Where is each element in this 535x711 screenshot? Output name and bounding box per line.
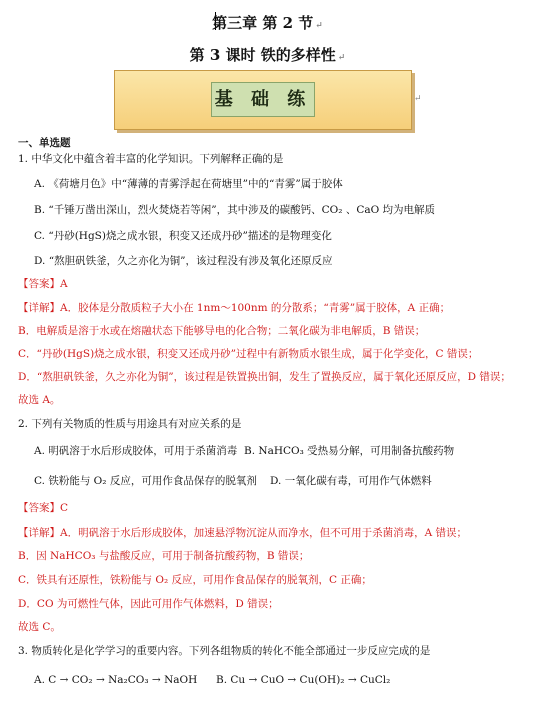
lesson-title: 第 3 课时 铁的多样性 ↵: [189, 46, 346, 64]
q2-option-a: A. 明矾溶于水后形成胶体，可用于杀菌消毒: [34, 445, 238, 457]
banner-label: 基 础 练: [211, 82, 315, 117]
q2-option-b: B. NaHCO₃ 受热易分解，可用制备抗酸药物: [244, 445, 455, 457]
q2-stem: 2. 下列有关物质的性质与用途具有对应关系的是: [18, 418, 242, 430]
q2-option-d: D. 一氧化碳有毒，可用作气体燃料: [270, 475, 432, 487]
q2-explanation-a: 【详解】A．明矾溶于水后形成胶体，加速悬浮物沉淀从而净水，但不可用于杀菌消毒，A 错误；: [18, 527, 468, 539]
q1-explanation-c: C．“丹砂(HgS)烧之成水银，积变又还成丹砂”过程中有新物质水银生成，属于化学变化，C 错误；: [18, 348, 479, 360]
banner: [114, 70, 412, 130]
q1-answer: 【答案】A: [18, 278, 68, 290]
q1-option-b: B. “千锤万凿出深山，烈火焚烧若等闲”，其中涉及的碳酸钙、CO₂ 、CaO 均为电解质: [34, 204, 436, 216]
q2-explanation-d: D．CO 为可燃性气体，因此可用作气体燃料，D 错误；: [18, 598, 279, 610]
q2-explanation-c: C．铁具有还原性，铁粉能与 O₂ 反应，可用作食品保存的脱氧剂，C 正确；: [18, 574, 372, 586]
q3-option-a: A. C → CO₂ → Na₂CO₃ → NaOH: [34, 674, 198, 686]
q1-explanation-b: B．电解质是溶于水或在熔融状态下能够导电的化合物；二氧化碳为非电解质，B 错误；: [18, 325, 426, 337]
q1-option-c: C. “丹砂(HgS)烧之成水银，积变又还成丹砂”描述的是物理变化: [34, 230, 332, 242]
q3-option-b: B. Cu → CuO → Cu(OH)₂ → CuCl₂: [216, 674, 391, 686]
q2-conclusion: 故选 C。: [18, 621, 61, 633]
section-heading: 一、单选题: [18, 137, 71, 149]
q1-option-d: D. “熬胆矾铁釜，久之亦化为铜”，该过程没有涉及氧化还原反应: [34, 255, 333, 267]
q1-conclusion: 故选 A。: [18, 394, 61, 406]
q1-explanation-a: 【详解】A．胶体是分散质粒子大小在 1nm～100nm 的分散系；“青雾”属于胶体，A 正确；: [18, 302, 451, 314]
q1-stem: 1. 中华文化中蕴含着丰富的化学知识。下列解释正确的是: [18, 153, 284, 165]
paragraph-mark: ↵: [414, 94, 422, 104]
q1-explanation-d: D．“熬胆矾铁釜，久之亦化为铜”，该过程是铁置换出铜，发生了置换反应，属于氧化还原反应，D 错误；: [18, 371, 511, 383]
chapter-title: 第三章 第 2 节 ↵: [212, 14, 323, 32]
q1-option-a: A. 《荷塘月色》中“薄薄的青雾浮起在荷塘里”中的“青雾”属于胶体: [34, 178, 343, 190]
q2-option-c: C. 铁粉能与 O₂ 反应，可用作食品保存的脱氧剂: [34, 475, 257, 487]
q2-answer: 【答案】C: [18, 502, 69, 514]
q2-explanation-b: B．因 NaHCO₃ 与盐酸反应，可用于制备抗酸药物，B 错误；: [18, 550, 310, 562]
q3-stem: 3. 物质转化是化学学习的重要内容。下列各组物质的转化不能全部通过一步反应完成的是: [18, 645, 431, 657]
